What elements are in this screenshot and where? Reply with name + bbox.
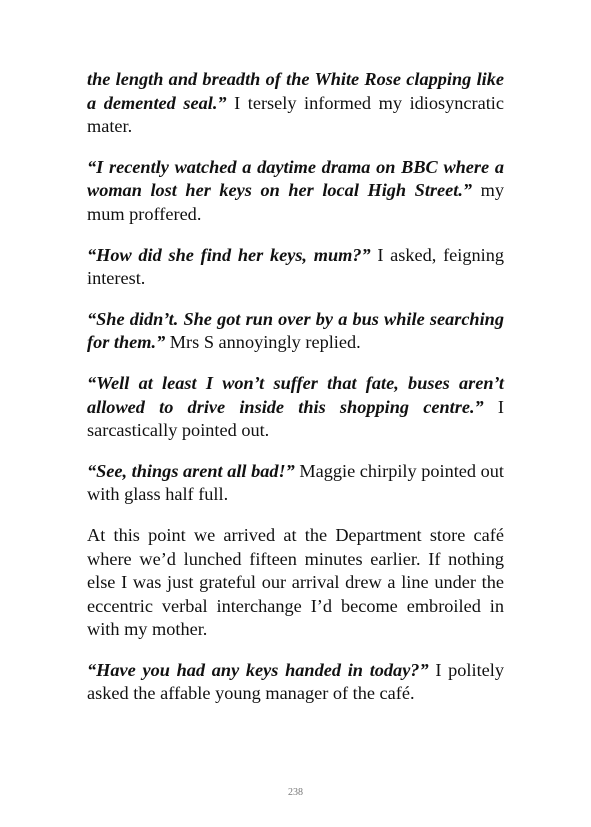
narration-text: At this point we arrived at the Department store café where we’d lunched fifteen minutes earlier. If nothing else I was just grateful our arrival drew a line under the eccentric verbal interchange I’d become embroiled in with my mother.	[87, 524, 504, 640]
paragraph	[87, 460, 504, 507]
narration-text: I politely asked the affable young manager of the café.	[87, 659, 504, 704]
dialogue-text: “See, things arent all bad!”	[87, 460, 295, 481]
narration-text: Mrs S annoyingly replied.	[165, 332, 361, 353]
narration-text: my mum proffered.	[87, 180, 504, 224]
paragraph	[87, 524, 504, 642]
dialogue-text: “She didn’t. She got run over by a bus while searching for them.”	[87, 308, 504, 353]
dialogue-text: “I recently watched a daytime drama on BBC where a woman lost her keys on her local High Street.”	[87, 156, 504, 201]
narration-text: I asked, feigning interest.	[87, 244, 505, 289]
dialogue-text: “Well at least I won’t suffer that fate, buses aren’t allowed to drive inside this shopping centre.”	[87, 372, 504, 417]
dialogue-text: “How did she find her keys, mum?”	[87, 244, 371, 265]
body-text	[87, 68, 504, 723]
narration-text: I tersely informed my idiosyncratic mater.	[87, 92, 504, 137]
paragraph	[87, 244, 504, 291]
page-number: 238	[288, 787, 303, 798]
narration-text: I sarcastically pointed out.	[87, 396, 504, 441]
dialogue-text: the length and breadth of the White Rose clapping like a demented seal.”	[87, 69, 504, 113]
narration-text: Maggie chirpily pointed out with glass half full.	[87, 460, 504, 505]
dialogue-text: “Have you had any keys handed in today?”	[87, 659, 429, 680]
paragraph	[87, 659, 504, 706]
paragraph	[87, 308, 504, 355]
paragraph	[87, 156, 504, 227]
paragraph	[87, 372, 504, 443]
paragraph	[87, 68, 504, 139]
